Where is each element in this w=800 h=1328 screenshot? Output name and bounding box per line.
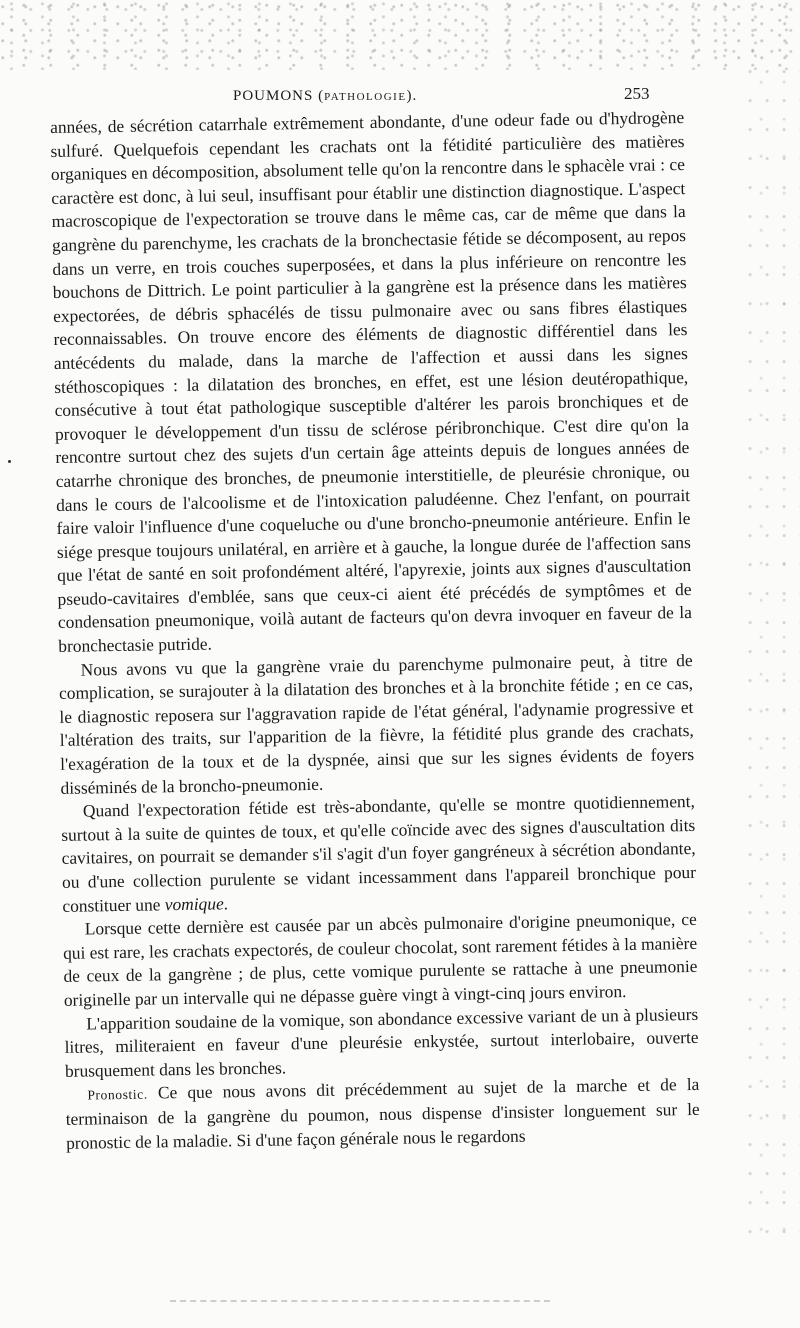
paragraph-1: années, de sécrétion catarrhale extrêmement abondante, d'une odeur fade ou d'hydrogène sulfuré. Quelquefois cependant les crachats ont la fétidité particulière des matières organiques en décomposition, absolument telle qu'on la rencontre dans le sphacèle vrai : ce caractère est donc, à lui seul, insuffisant pour établir une distinction diagnostique. L'aspect macroscopique de l'expectoration se trouve dans le même cas, car de même que dans la gangrène du parenchyme, les crachats de la bronchectasie fétide se décomposent, au repos dans un verre, en trois couches superposées, et dans la plus inférieure on rencontre les bouchons de Dittrich. Le point particulier à la gangrène est la présence dans les matières expectorées, de débris sphacélés de tissu pulmonaire avec ou sans fibres élastiques reconnaissables. On trouve encore des éléments de diagnostic différentiel dans les antécédents du malade, dans la marche de l'affection et aussi dans les signes stéthoscopiques : la dilatation des bronches, en effet, est une lésion deutéropathique, consécutive à tout état pathologique susceptible d'altérer les parois bronchiques et de provoquer le développement d'un tissu de sclérose péribronchique. C'est dire qu'on la rencontre surtout chez des sujets d'un certain âge atteints depuis de longues années de catarrhe chronique des bronches, de pneumonie interstitielle, de pleurésie chronique, ou dans le cours de l'alcoolisme et de l'intoxication paludéenne. Chez l'enfant, on pourrait faire valoir l'influence d'une coqueluche ou d'une broncho-pneumonie antérieure. Enfin le siége presque toujours unilatéral, en arrière et à gauche, la longue durée de l'affection sans que l'état de santé en soit profondément altéré, l'apyrexie, joints aux signes d'auscultation pseudo-cavitaires d'emblée, sans que ceux-ci aient été précédés de symptômes et de condensation pneumonique, voilà autant de facteurs qu'on devra invoquer en faveur de la bronchectasie putride. (50, 107, 693, 656)
paragraph-3-text: Quand l'expectoration fétide est très-abondante, qu'elle se montre quotidiennement, surtout à la suite de quintes de toux, et qu'elle coïncide avec des signes d'auscultation dits cavitaires, on pourrait se demander s'il s'agit d'un foyer gangréneux à sécrétion abondante, ou d'une collection purulente se vidant incessamment dans l'appareil bronchique pour constituer une (61, 791, 697, 916)
running-title-small-caps: PATHOLOGIE (324, 91, 407, 103)
paragraph-5: L'apparition soudaine de la vomique, son abondance excessive variant de un à plusieurs litres, militeraient en faveur d'une pleurésie enkystée, surtout interlobaire, ouverte brusquement dans les bronches. (64, 1003, 699, 1081)
section-label-pronostic: Pronostic. (87, 1086, 148, 1103)
paragraph-2: Nous avons vu que la gangrène vraie du parenchyme pulmonaire peut, à titre de complication, se surajouter à la dilatation des bronches et à la bronchite fétide ; en ce cas, le diagnostic reposera sur l'aggravation rapide de l'état général, l'adynamie progressive et l'altération des traits, sur l'apparition de la fièvre, la fétidité plus grande des crachats, l'exagération de la toux et de la dyspnée, ainsi que sur les signes évidents de foyers disséminés de la broncho-pneumonie. (58, 649, 695, 798)
body-text (50, 106, 702, 1236)
paragraph-3 (61, 790, 697, 918)
paragraph-4: Lorsque cette dernière est causée par un abcès pulmonaire d'origine pneumonique, ce qui est rare, les crachats expectorés, de couleur chocolat, sont rarement fétides à la manière de ceux de la gangrène ; de plus, cette vomique purulente se rattache à une pneumonie originelle par un intervalle qui ne dépasse guère vingt à vingt-cinq jours environ. (62, 909, 698, 1010)
running-title (233, 88, 417, 105)
margin-mark (8, 460, 11, 463)
bottom-scan-artifact (170, 1300, 550, 1302)
page-number: 253 (624, 84, 650, 103)
scan-noise-top (0, 0, 800, 70)
paragraph-3-italic-term: vomique (164, 892, 224, 914)
running-title-close: ). (406, 88, 418, 104)
paragraph-6 (65, 1073, 700, 1155)
paragraph-3-end: . (223, 892, 229, 913)
running-title-main: POUMONS ( (233, 88, 325, 104)
scan-noise-right-margin (745, 60, 800, 1240)
paragraph-6-text: Ce que nous avons dit précédemment au sujet de la marche et de la terminaison de la gangrène du poumon, nous dispense d'insister longuement sur le pronostic de la maladie. Si d'une façon générale nous le regardons (65, 1074, 700, 1153)
